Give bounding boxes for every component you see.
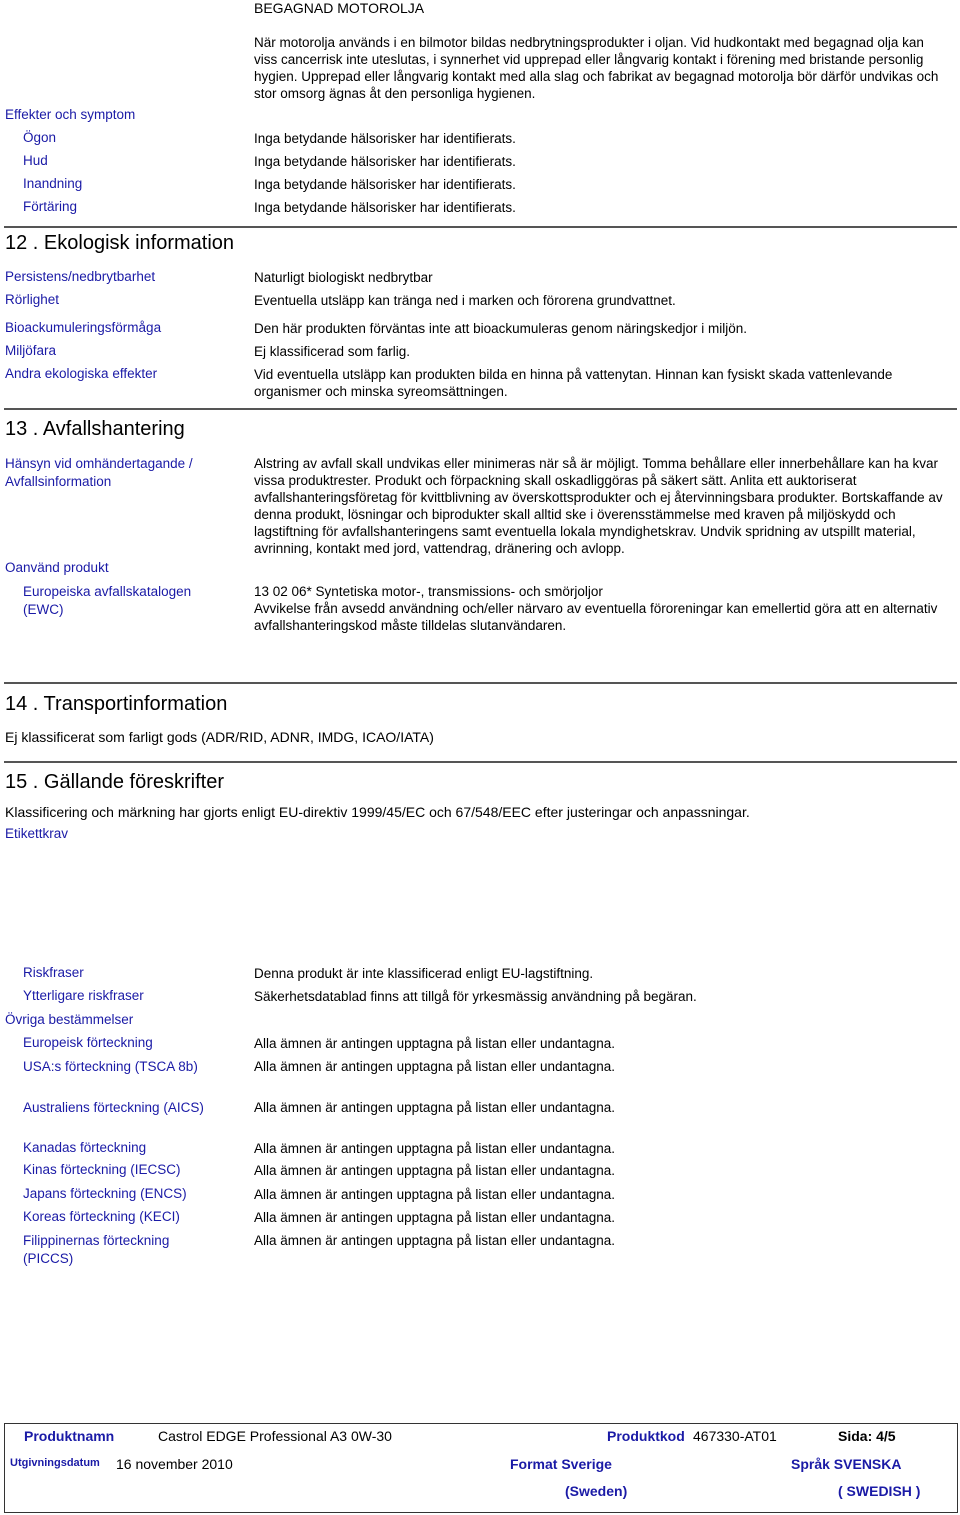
section-14-title: 14 . Transportinformation [5, 693, 228, 715]
ingestion-value: Inga betydande hälsorisker har identifierats. [254, 200, 516, 215]
mobility-value: Eventuella utsläpp kan tränga ned i marken och förorena grundvattnet. [254, 293, 676, 308]
inventory-value: Alla ämnen är antingen upptagna på listan eller undantagna. [254, 1059, 616, 1074]
skin-label: Hud [23, 153, 48, 168]
inventory-value: Alla ämnen är antingen upptagna på listan eller undantagna. [254, 1233, 616, 1248]
used-oil-paragraph: När motorolja används i en bilmotor bildas nedbrytningsprodukter i oljan. Vid hudkontakt med begagnad olja kan viss cancerrisk inte uteslutas, i synnerhet vid upprepad eller långvarig kontakt i förening med bristande personlig hygien. Upprepad eller långvarig kontakt med alla slag och fabrikat av begagnad motorolja bör därför undvikas och stor omsorg ägnas åt den personliga hygienen. [254, 35, 939, 101]
env-hazard-label: Miljöfara [5, 343, 57, 358]
footer-language-label: Språk SVENSKA [791, 1456, 902, 1472]
inventory-label: Japans förteckning (ENCS) [23, 1186, 187, 1201]
disposal-value: Alstring av avfall skall undvikas eller minimeras när så är möjligt. Tomma behållare eller innerbehållare kan ha kvar vissa produktrester. Produkt och förpackning skall oskadliggöras på säkert sätt. Anlita ett auktoriserat avfallshanteringsföretag för kvittblivning av överskottsprodukter och ej återvinningsbara produkter. Bortskaffande av denna produkt, lösningar och biprodukter skall alltid ske i överensstämmelse med kraven på miljöskydd och lagstiftning för avfallshanteringens samt eventuella lokala myndighetskrav. Undvik spridning av utspillt material, avrinning, kontakt med jord, vattendrag, dränering och avlopp. [254, 456, 943, 556]
disposal-label: Hänsyn vid omhändertagande / Avfallsinformation [5, 456, 193, 489]
additional-risk-label: Ytterligare riskfraser [23, 988, 144, 1003]
additional-risk-value: Säkerhetsdatablad finns att tillgå för yrkesmässig användning på begäran. [254, 989, 697, 1004]
env-hazard-value: Ej klassificerad som farlig. [254, 344, 411, 359]
other-eco-effects-value: Vid eventuella utsläpp kan produkten bilda en hinna på vattenytan. Hinnan kan fysiskt skada vattenlevande organismer och minska syreomsättningen. [254, 367, 893, 399]
footer-product-code-value: 467330-AT01 [693, 1428, 777, 1444]
inventory-value: Alla ämnen är antingen upptagna på listan eller undantagna. [254, 1210, 616, 1225]
eyes-label: Ögon [23, 130, 57, 145]
persistence-value: Naturligt biologiskt nedbrytbar [254, 270, 433, 285]
bioaccumulation-value: Den här produkten förväntas inte att bioackumuleras genom näringskedjor i miljön. [254, 321, 748, 336]
used-oil-heading: BEGAGNAD MOTOROLJA [254, 0, 425, 16]
section-14-rule [4, 682, 957, 684]
inventory-label: Filippinernas förteckning (PICCS) [23, 1233, 170, 1266]
section-13-title: 13 . Avfallshantering [5, 418, 185, 440]
section-15-title: 15 . Gällande föreskrifter [5, 771, 224, 793]
other-regulations-label: Övriga bestämmelser [5, 1012, 134, 1027]
bioaccumulation-label: Bioackumuleringsförmåga [5, 320, 162, 335]
inhalation-label: Inandning [23, 176, 83, 191]
ewc-note: Avvikelse från avsedd användning och/eller närvaro av eventuella föroreningar kan emellertid göra att en alternativ avfallshanteringskod måste tilldelas slutanvändaren. [254, 601, 938, 633]
mobility-label: Rörlighet [5, 292, 60, 307]
risk-phrases-value: Denna produkt är inte klassificerad enligt EU-lagstiftning. [254, 966, 594, 981]
footer-page: Sida: 4/5 [838, 1428, 896, 1444]
inventory-value: Alla ämnen är antingen upptagna på listan eller undantagna. [254, 1100, 616, 1115]
footer-format-label: Format Sverige [510, 1456, 612, 1472]
skin-value: Inga betydande hälsorisker har identifierats. [254, 154, 516, 169]
regulation-text: Klassificering och märkning har gjorts enligt EU-direktiv 1999/45/EC och 67/548/EEC efter justeringar och anpassningar. [5, 804, 750, 820]
footer-language-sub: ( SWEDISH ) [838, 1483, 921, 1499]
footer-product-name-label: Produktnamn [24, 1428, 115, 1444]
inventory-label: Australiens förteckning (AICS) [23, 1100, 204, 1115]
risk-phrases-label: Riskfraser [23, 965, 84, 980]
other-eco-effects-label: Andra ekologiska effekter [5, 366, 158, 381]
inventory-value: Alla ämnen är antingen upptagna på listan eller undantagna. [254, 1187, 616, 1202]
footer-product-code-label: Produktkod [607, 1428, 685, 1444]
inventory-value: Alla ämnen är antingen upptagna på listan eller undantagna. [254, 1163, 616, 1178]
section-13-rule [4, 408, 957, 410]
ewc-label: Europeiska avfallskatalogen (EWC) [23, 584, 192, 617]
inventory-value: Alla ämnen är antingen upptagna på listan eller undantagna. [254, 1141, 616, 1156]
persistence-label: Persistens/nedbrytbarhet [5, 269, 156, 284]
inventory-value: Alla ämnen är antingen upptagna på listan eller undantagna. [254, 1036, 616, 1051]
inventory-label: Koreas förteckning (KECI) [23, 1209, 180, 1224]
footer-issue-value: 16 november 2010 [116, 1456, 233, 1472]
ewc-code: 13 02 06* Syntetiska motor-, transmissions- och smörjoljor [254, 584, 603, 599]
ingestion-label: Förtäring [23, 199, 78, 214]
inventory-label: USA:s förteckning (TSCA 8b) [23, 1059, 198, 1074]
effects-label: Effekter och symptom [5, 107, 136, 122]
section-15-rule [4, 761, 957, 763]
inventory-label: Kinas förteckning (IECSC) [23, 1162, 181, 1177]
label-requirements: Etikettkrav [5, 826, 69, 841]
inventory-label: Kanadas förteckning [23, 1140, 147, 1155]
section-12-rule [4, 226, 957, 228]
unused-product-label: Oanvänd produkt [5, 560, 109, 575]
inventory-label: Europeisk förteckning [23, 1035, 153, 1050]
inhalation-value: Inga betydande hälsorisker har identifierats. [254, 177, 516, 192]
eyes-value: Inga betydande hälsorisker har identifierats. [254, 131, 516, 146]
transport-text: Ej klassificerat som farligt gods (ADR/RID, ADNR, IMDG, ICAO/IATA) [5, 729, 434, 745]
footer-format-sub: (Sweden) [565, 1483, 628, 1499]
footer-product-name-value: Castrol EDGE Professional A3 0W-30 [158, 1428, 392, 1444]
footer-issue-label: Utgivningsdatum [10, 1457, 100, 1469]
section-12-title: 12 . Ekologisk information [5, 232, 235, 254]
